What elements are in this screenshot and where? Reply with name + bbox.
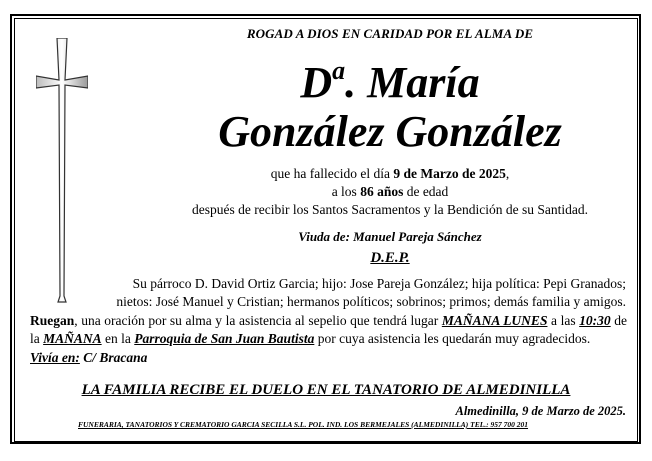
age-value: 86 años <box>360 184 404 199</box>
death-date-prefix: que ha fallecido el día <box>270 166 394 181</box>
widow-line: Viuda de: Manuel Pareja Sánchez <box>298 229 482 244</box>
age-suffix: de edad <box>403 184 449 199</box>
date-place: Almedinilla, 9 de Marzo de 2025. <box>455 404 626 418</box>
funeraria-footer: FUNERARIA, TANATORIOS Y CREMATORIO GARCIA SECILLA S.L. POL. IND. LOS BERMEJALES (ALMEDINILLA) TEL.: 957 700 201 <box>78 420 529 429</box>
residence-label: Vivía en: <box>30 350 80 365</box>
name-given: . María <box>345 58 480 107</box>
ruegan-text-3: de la <box>30 313 627 346</box>
death-date: 9 de Marzo de 2025 <box>393 166 506 181</box>
ruegan-when: MAÑANA LUNES <box>441 313 548 328</box>
residence-value: C/ Bracana <box>79 350 148 365</box>
header-text: ROGAD A DIOS EN CARIDAD POR EL ALMA DE <box>246 26 534 41</box>
dep-text: D.E.P. <box>370 250 410 266</box>
ruegan-text-2: a las <box>547 313 580 328</box>
family-line-2: nietos: José Manuel y Cristian; hermanos políticos; sobrinos; primos; demás familia y amigos. <box>116 294 626 309</box>
ruegan-time: 10:30 <box>579 313 611 328</box>
ruegan-text-4: en la <box>101 331 135 346</box>
cross-icon <box>36 38 88 304</box>
ruegan-place: Parroquia de San Juan Bautista <box>134 331 315 346</box>
name-title-sup: a <box>332 56 346 85</box>
age-prefix: a los <box>331 184 361 199</box>
ruegan-text-1: , una oración por su alma y la asistencia al sepelio que tendrá lugar <box>74 313 442 328</box>
family-line-1: Su párroco D. David Ortiz Garcia; hijo: Jose Pareja González; hija política: Pepi Granados; <box>132 276 626 291</box>
death-date-suffix: , <box>505 166 510 181</box>
family-list <box>116 275 626 311</box>
deceased-name <box>140 56 640 108</box>
death-date-line <box>140 166 640 182</box>
name-title: D <box>300 58 333 107</box>
deceased-surnames: González González <box>218 107 562 156</box>
ruegan-lead: Ruegan <box>30 313 75 328</box>
ruegan-text-5: por cuya asistencia les quedarán muy agradecidos. <box>314 331 591 346</box>
residence-line <box>30 350 147 366</box>
ruegan-paragraph <box>30 312 627 348</box>
tanatorio-notice: LA FAMILIA RECIBE EL DUELO EN EL TANATORIO DE ALMEDINILLA <box>81 382 571 398</box>
ruegan-day-part: MAÑANA <box>43 331 102 346</box>
age-line <box>140 184 640 200</box>
sacraments-line: después de recibir los Santos Sacramentos y la Bendición de su Santidad. <box>192 202 588 217</box>
